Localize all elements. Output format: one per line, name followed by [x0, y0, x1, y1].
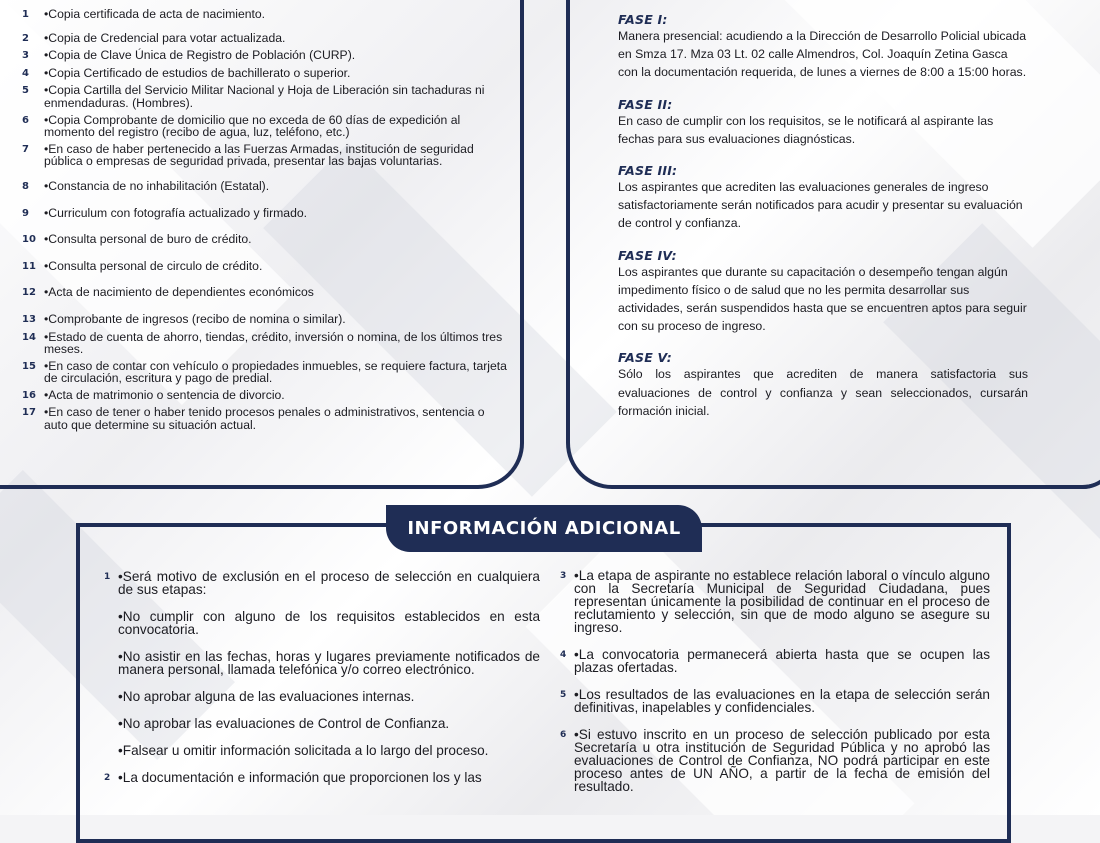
info-number: 5: [560, 690, 567, 700]
exclusion-reason: •No aprobar alguna de las evaluaciones internas.: [118, 689, 415, 704]
info-number: 6: [560, 730, 567, 740]
phase-title: FASE IV:: [618, 247, 677, 263]
requirement-item: [22, 84, 510, 109]
requirement-number: 10: [22, 234, 36, 246]
requirement-item: [22, 49, 510, 63]
requirement-text: •Copia Certificado de estudios de bachillerato o superior.: [44, 65, 351, 80]
info-item-1: [104, 570, 540, 596]
requirement-number: 9: [22, 207, 29, 219]
requirement-number: 15: [22, 360, 36, 372]
exclusion-reason: •No asistir en las fechas, horas y lugares previamente notificados de manera personal, llamada telefónica y/o correo electrónico.: [118, 649, 540, 677]
info-text: •Los resultados de las evaluaciones en la etapa de selección serán definitivas, inapelables y confidenciales.: [574, 687, 990, 715]
requirement-item: [22, 8, 510, 22]
phase-3: [618, 163, 1028, 233]
phase-title: FASE V:: [618, 350, 673, 366]
info-column-left: [104, 570, 540, 799]
info-item-6: [560, 728, 990, 793]
requirement-number: 12: [22, 287, 36, 299]
phase-text: Manera presencial: acudiendo a la Dirección de Desarrollo Policial ubicada en Smza 17. Mza 03 Lt. 02 calle Almendros, Col. Joaquín Zetina Gasca con la documentación requerida, de lunes a viernes de 8:00 a 15:00 horas.: [618, 29, 1027, 80]
requirement-number: 3: [22, 50, 29, 62]
requirement-item: [22, 114, 510, 139]
phase-text: Los aspirantes que durante su capacitación o desempeño tengan algún impedimento físico o de salud que no les permita desarrollar sus actividades, serán suspendidos hasta que se encuentren aptos para seguir con su proceso de ingreso.: [618, 264, 1027, 334]
requirement-number: 14: [22, 331, 36, 343]
requirement-text: •Copia de Clave Única de Registro de Población (CURP).: [44, 48, 356, 63]
requirement-item: [22, 313, 510, 327]
requirement-number: 16: [22, 389, 36, 401]
requirement-text: •Estado de cuenta de ahorro, tiendas, crédito, inversión o nomina, de los últimos tres meses.: [44, 329, 503, 357]
phase-text: Los aspirantes que acrediten las evaluaciones generales de ingreso satisfactoriamente serán notificados para acudir y presentar su evaluación de control y confianza.: [618, 180, 1023, 231]
requirement-number: 2: [22, 32, 29, 44]
info-item-3: [560, 569, 990, 634]
info-number: 3: [560, 571, 567, 581]
info-text: •La etapa de aspirante no establece relación laboral o vínculo alguno con la Secretaría Municipal de Seguridad Ciudadana, pues representan únicamente la posibilidad de continuar en el proceso de reclutamiento y selección, sin que de modo alguno se asegure su ingreso.: [574, 568, 990, 635]
phase-title: FASE I:: [618, 12, 668, 27]
requirement-number: 7: [22, 143, 29, 155]
phase-5: [618, 350, 1028, 420]
info-text: •Será motivo de exclusión en el proceso de selección en cualquiera de sus etapas:: [118, 569, 540, 597]
requirement-number: 11: [22, 260, 36, 272]
requirement-text: •Constancia de no inhabilitación (Estatal).: [44, 178, 270, 193]
requirement-number: 1: [22, 9, 29, 20]
panel-corner: [1077, 449, 1100, 489]
info-text: •La convocatoria permanecerá abierta hasta que se ocupen las plazas ofertadas.: [574, 647, 990, 675]
exclusion-reason: •No aprobar las evaluaciones de Control de Confianza.: [118, 716, 450, 731]
requirement-item: [22, 260, 510, 274]
requirement-item: [22, 180, 510, 194]
requirement-number: 5: [22, 85, 29, 97]
phase-text: En caso de cumplir con los requisitos, se le notificará al aspirante las fechas para sus evaluaciones diagnósticas.: [618, 113, 994, 146]
info-item-2: [104, 771, 540, 785]
requirement-text: •Comprobante de ingresos (recibo de nomina o similar).: [44, 311, 346, 326]
requirement-text: •En caso de haber pertenecido a las Fuerzas Armadas, institución de seguridad pública o empresas de seguridad privada, presentar las bajas voluntarias.: [44, 141, 474, 169]
requirement-item: [22, 67, 510, 81]
exclusion-reason: •No cumplir con alguno de los requisitos establecidos en esta convocatoria.: [118, 609, 540, 637]
phase-title: FASE II:: [618, 96, 673, 112]
requirement-number: 6: [22, 114, 29, 126]
requirement-number: 8: [22, 180, 29, 192]
info-text: •Si estuvo inscrito en un proceso de selección publicado por esta Secretaría u otra institución de Seguridad Pública y no aprobó las evaluaciones de Control de Confianza, NO podrá participar en este proceso antes de UN AÑO, a partir de la fecha de emisión del resultado.: [574, 727, 990, 794]
requirement-item: [22, 389, 510, 403]
additional-info-title: INFORMACIÓN ADICIONAL: [386, 505, 702, 552]
info-number: 2: [104, 773, 111, 783]
phase-title: FASE III:: [618, 163, 678, 179]
requirement-number: 17: [22, 407, 36, 419]
info-item-4: [560, 648, 990, 674]
info-number: 1: [104, 572, 111, 582]
requirement-item: [22, 360, 510, 385]
phase-4: [618, 248, 1028, 336]
requirement-text: •Consulta personal de buro de crédito.: [44, 232, 252, 247]
phase-2: [618, 97, 1028, 148]
requirement-text: •Acta de nacimiento de dependientes económicos: [44, 285, 314, 300]
info-text: •La documentación e información que proporcionen los y las: [118, 770, 482, 785]
requirement-item: [22, 331, 510, 356]
phase-text: Sólo los aspirantes que acrediten de manera satisfactoria sus evaluaciones de control y confianza y sean seleccionados, cursarán formación inicial.: [618, 367, 1028, 418]
requirement-text: •En caso de tener o haber tenido procesos penales o administrativos, sentencia o auto que determine su situación actual.: [44, 405, 485, 433]
info-number: 4: [560, 650, 567, 660]
phase-1: [618, 12, 1028, 82]
requirement-text: •En caso de contar con vehículo o propiedades inmuebles, se requiere factura, tarjeta de circulación, escritura y pago de predial.: [44, 358, 507, 386]
requirement-text: •Acta de matrimonio o sentencia de divorcio.: [44, 387, 285, 402]
requirement-text: •Copia Comprobante de domicilio que no exceda de 60 días de expedición al momento del registro (recibo de agua, luz, teléfono, etc.): [44, 112, 461, 140]
requirement-item: [22, 143, 510, 168]
info-item-5: [560, 688, 990, 714]
requirement-text: •Copia Cartilla del Servicio Militar Nacional y Hoja de Liberación sin tachaduras ni enmendaduras. (Hombres).: [44, 83, 485, 110]
requirement-text: •Copia de Credencial para votar actualizada.: [44, 30, 286, 45]
phases-list: [618, 12, 1028, 435]
requirement-number: 13: [22, 313, 36, 325]
requirement-text: •Copia certificada de acta de nacimiento.: [44, 7, 266, 21]
requirement-item: [22, 32, 510, 46]
requirement-number: 4: [22, 67, 29, 79]
info-column-right: [560, 569, 990, 807]
requirement-item: [22, 286, 510, 300]
requirement-item: [22, 207, 510, 221]
requirement-item: [22, 233, 510, 247]
exclusion-reason: •Falsear u omitir información solicitada a lo largo del proceso.: [118, 743, 489, 758]
requirement-text: •Consulta personal de circulo de crédito.: [44, 258, 263, 273]
requirement-text: •Curriculum con fotografía actualizado y firmado.: [44, 205, 308, 220]
requirements-list: [22, 5, 510, 432]
requirement-item: [22, 406, 510, 431]
